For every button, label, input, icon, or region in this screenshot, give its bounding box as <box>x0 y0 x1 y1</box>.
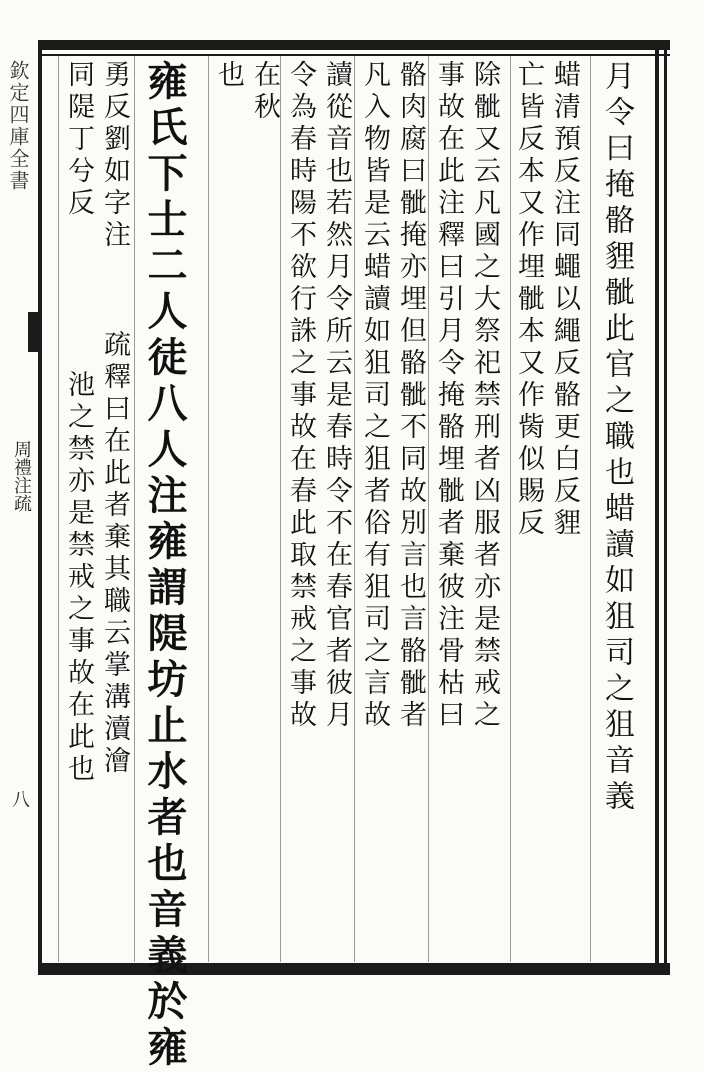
column-text: 亡皆反本又作埋骴本又作胔似賜反 <box>513 60 544 540</box>
text-column-2-right <box>548 60 580 540</box>
text-column-4-left: 凡入物皆是云蜡讀如狙司之狙者俗有狙司之言故 <box>359 60 390 732</box>
frame-left-border <box>38 40 42 975</box>
column-rule <box>510 56 511 962</box>
text-column-2-left <box>512 60 544 540</box>
text-column-8-right: 勇反劉如字注 <box>99 60 130 252</box>
margin-book-title: 欽定四庫全書 <box>6 60 30 192</box>
column-rule <box>428 56 429 962</box>
frame-right-border <box>655 40 659 975</box>
column-text: 蜡清預反注同蠅以繩反骼更白反貍 <box>549 60 580 540</box>
margin-running-title: 周禮注疏 <box>11 440 32 512</box>
frame-right-outer-border <box>664 40 667 975</box>
text-column-6-right: 在秋 <box>249 60 280 124</box>
column-rule <box>354 56 355 962</box>
column-rule <box>134 56 135 962</box>
text-column-9-left: 池之禁亦是禁戒之事故在此也 <box>63 370 94 786</box>
column-rule <box>208 56 209 962</box>
text-column-3-left: 事故在此注釋曰引月令掩骼埋骴者棄彼注骨枯曰 <box>433 60 464 732</box>
text-column-5-left: 令為春時陽不欲行誅之事故在春此取禁戒之事故 <box>285 60 316 732</box>
text-column-6-left: 也 <box>213 60 244 92</box>
margin-fishtail-mark <box>28 312 38 352</box>
text-column-1: 月令曰掩骼貍骴此官之職也蜡讀如狙司之狙音義 <box>599 60 634 816</box>
text-column-4-right: 骼肉腐曰骴掩亦埋但骼骴不同故別言也言骼骴者 <box>395 60 426 732</box>
text-column-5-right: 讀從音也若然月令所云是春時令不在春官者彼月 <box>321 60 352 732</box>
column-rule <box>280 56 281 962</box>
column-rule <box>58 56 59 962</box>
frame-top-border <box>38 40 670 50</box>
section-heading-column: 雍氏下士二人徒八人注雍謂隄坊止水者也音義於雍 <box>141 60 188 1072</box>
text-column-9-right: 疏釋曰在此者棄其職云掌溝瀆澮 <box>99 330 130 778</box>
text-column-8-left: 同隄丁兮反 <box>63 60 94 220</box>
text-column-3-right: 除骴又云凡國之大祭祀禁刑者凶服者亦是禁戒之 <box>469 60 500 732</box>
margin-page-number: 八 <box>9 790 30 808</box>
frame-bottom-border <box>38 963 670 975</box>
column-rule <box>590 56 591 962</box>
